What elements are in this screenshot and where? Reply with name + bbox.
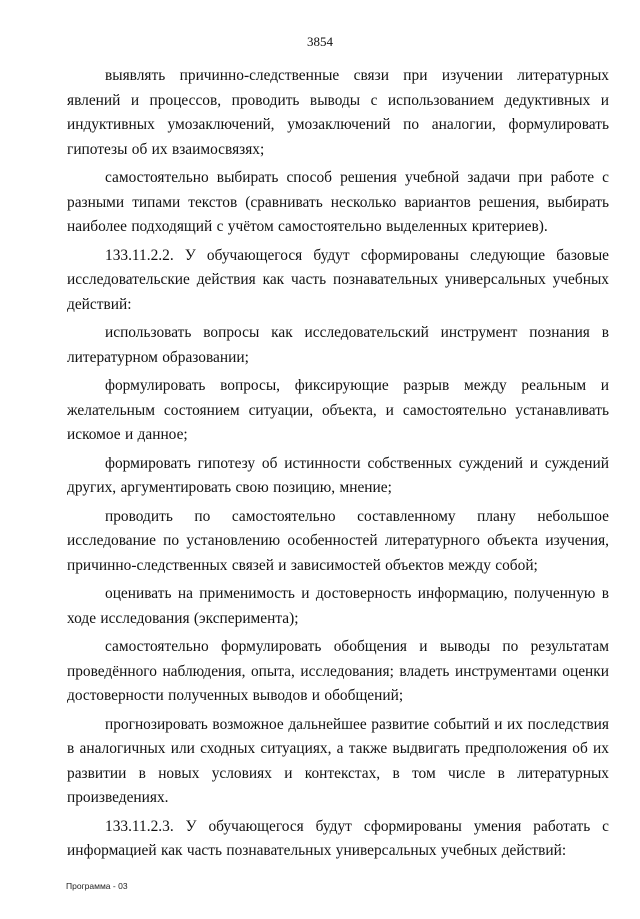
- page-footer: Программа - 03: [66, 881, 128, 891]
- paragraph: выявлять причинно-следственные связи при изучении литературных явлений и процессов, проводить выводы с использованием дедуктивных и индуктивных умозаключений, умозаключений по аналогии, формулировать гипотезы об их взаимосвязях;: [67, 67, 609, 158]
- page-number: 3854: [307, 34, 333, 49]
- paragraph: самостоятельно выбирать способ решения учебной задачи при работе с разными типами текстов (сравнивать несколько вариантов решения, выбирать наиболее подходящий с учётом самостоятельно выделенных критериев).: [67, 169, 609, 235]
- paragraph: оценивать на применимость и достоверность информацию, полученную в ходе исследования (эксперимента);: [67, 585, 609, 627]
- paragraph: прогнозировать возможное дальнейшее развитие событий и их последствия в аналогичных или сходных ситуациях, а также выдвигать предположения об их развитии в новых условиях и контекстах, в том числе в литературных произведениях.: [67, 715, 609, 806]
- paragraph: использовать вопросы как исследовательский инструмент познания в литературном образовании;: [67, 324, 609, 366]
- section-heading-paragraph: 133.11.2.3. У обучающегося будут сформированы умения работать с информацией как часть познавательных универсальных учебных действий:: [67, 817, 609, 859]
- paragraph: проводить по самостоятельно составленному плану небольшое исследование по установлению особенностей литературного объекта изучения, причинно-следственных связей и зависимостей объектов между собой;: [67, 507, 609, 574]
- section-heading-paragraph: 133.11.2.2. У обучающегося будут сформированы следующие базовые исследовательские действия как часть познавательных универсальных учебных действий:: [67, 246, 609, 313]
- document-body: [67, 64, 609, 866]
- paragraph: формировать гипотезу об истинности собственных суждений и суждений других, аргументировать свою позицию, мнение;: [67, 454, 609, 496]
- paragraph: самостоятельно формулировать обобщения и выводы по результатам проведённого наблюдения, опыта, исследования; владеть инструментами оценки достоверности полученных выводов и обобщений;: [67, 638, 609, 704]
- paragraph: формулировать вопросы, фиксирующие разрыв между реальным и желательным состоянием ситуации, объекта, и самостоятельно устанавливать искомое и данное;: [67, 377, 609, 443]
